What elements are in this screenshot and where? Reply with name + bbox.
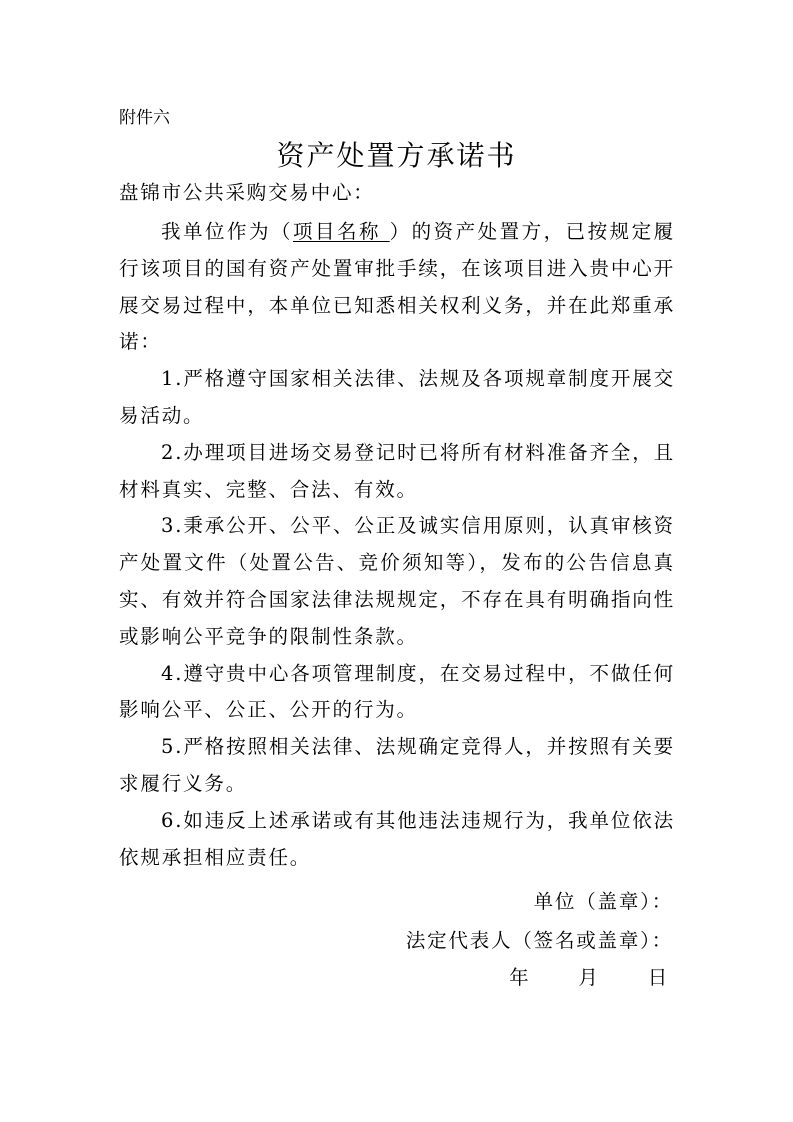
- signature-date: 年 月 日: [509, 966, 669, 989]
- intro-after: ）的资产处置方，已按规定履行该项目的国有资产处置审批手续，在该项目进入贵中心开展交易过程中，本单位已知悉相关权利义务，并在此郑重承诺：: [119, 220, 675, 354]
- signature-unit-seal: 单位（盖章）：: [533, 890, 673, 913]
- commitment-item-3: 3.秉承公开、公平、公正及诚实信用原则，认真审核资产处置文件（处置公告、竞价须知等），发布的公告信息真实、有效并符合国家法律法规规定，不存在具有明确指向性或影响公平竞争的限制性条款。: [119, 514, 675, 648]
- commitment-item-1: 1.严格遵守国家相关法律、法规及各项规章制度开展交易活动。: [119, 367, 675, 427]
- document-body: [119, 214, 675, 876]
- intro-paragraph: [119, 214, 675, 361]
- commitment-item-2: 2.办理项目进场交易登记时已将所有材料准备齐全，且材料真实、完整、合法、有效。: [119, 440, 675, 501]
- document-title: 资产处置方承诺书: [276, 139, 517, 172]
- signature-legal-representative: 法定代表人（签名或盖章）：: [405, 929, 673, 952]
- project-name-placeholder: 项目名称: [292, 220, 390, 243]
- commitment-item-6: 6.如违反上述承诺或有其他违法违规行为，我单位依法依规承担相应责任。: [119, 808, 675, 869]
- attachment-label: 附件六: [119, 108, 170, 128]
- commitment-item-5: 5.严格按照相关法律、法规确定竞得人，并按照有关要求履行义务。: [119, 735, 675, 795]
- intro-before: 我单位作为（: [161, 220, 293, 243]
- commitment-item-4: 4.遵守贵中心各项管理制度，在交易过程中，不做任何影响公平、公正、公开的行为。: [119, 661, 675, 722]
- addressee: 盘锦市公共采购交易中心：: [119, 181, 375, 204]
